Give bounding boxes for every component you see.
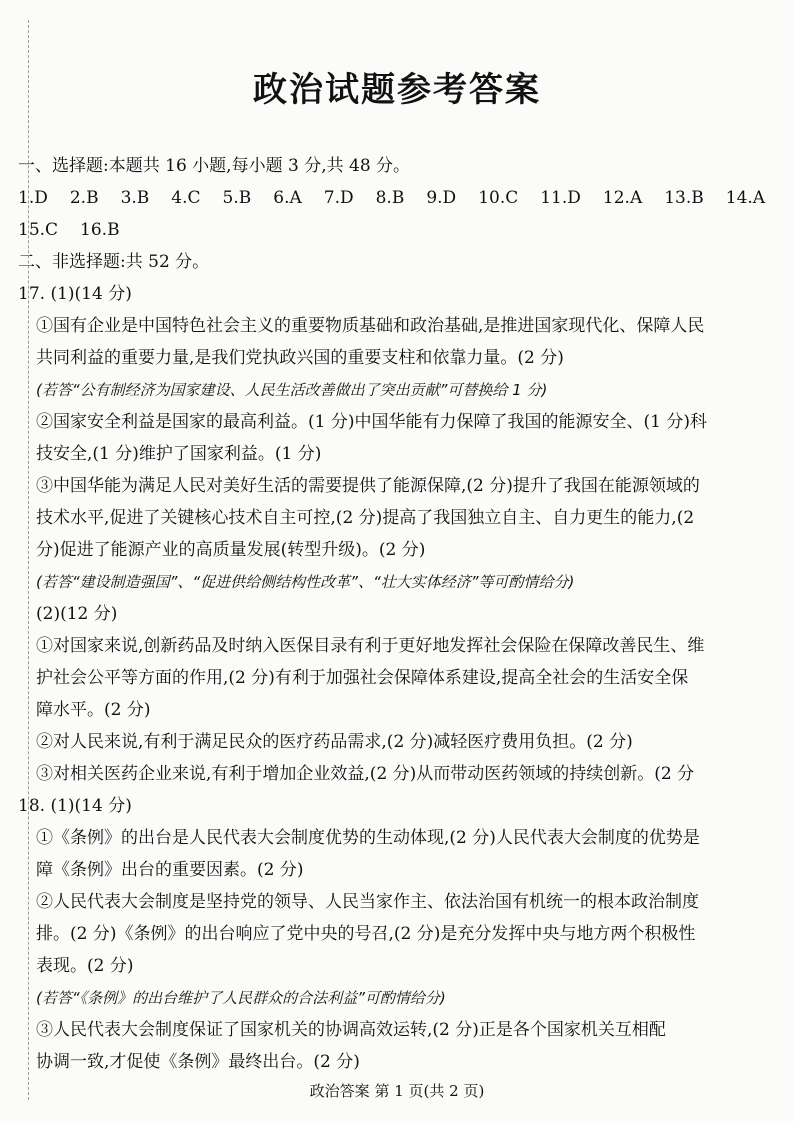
mc-answer: 10.C [478, 188, 519, 208]
mc-answer: 13.B [664, 188, 704, 208]
q17-note1: (若答“公有制经济为国家建设、人民生活改善做出了突出贡献”可替换给 1 分) [36, 381, 548, 399]
section1-header: 一、选择题:本题共 16 小题,每小题 3 分,共 48 分。 [18, 156, 411, 176]
q17-p2-line2: 技安全,(1 分)维护了国家利益。(1 分) [36, 444, 322, 464]
q17-s2: ②对人民来说,有利于满足民众的医疗药品需求,(2 分)减轻医疗费用负担。(2 分) [36, 732, 633, 752]
q18-p3-line1: ③人民代表大会制度保证了国家机关的协调高效运转,(2 分)正是各个国家机关互相配 [36, 1020, 666, 1040]
q18-p2-line3: 表现。(2 分) [36, 956, 134, 976]
mc-answer: 15.C [18, 220, 59, 240]
q18-note1: (若答“《条例》的出台维护了人民群众的合法利益”可酌情给分) [36, 989, 446, 1007]
mc-answer: 6.A [273, 188, 302, 208]
q17-s1-line1: ①对国家来说,创新药品及时纳入医保目录有利于更好地发挥社会保险在保障改善民生、维 [36, 636, 705, 656]
mc-answer: 8.B [375, 188, 405, 208]
mc-answers-row2 [18, 214, 733, 246]
mc-answer: 14.A [725, 188, 766, 208]
q17-p3-line1: ③中国华能为满足人民对美好生活的需要提供了能源保障,(2 分)提升了我国在能源领域的 [36, 476, 700, 496]
mc-answer: 2.B [69, 188, 99, 208]
q18-label: 18. (1)(14 分) [18, 796, 132, 816]
mc-answer: 1.D [18, 188, 48, 208]
q17-p1-line2: 共同利益的重要力量,是我们党执政兴国的重要支柱和依靠力量。(2 分) [36, 348, 564, 368]
mc-answer: 16.B [80, 220, 120, 240]
answer-content [18, 150, 766, 1078]
q17-s1-line2: 护社会公平等方面的作用,(2 分)有利于加强社会保障体系建设,提高全社会的生活安全保 [36, 668, 689, 688]
mc-answer: 3.B [120, 188, 150, 208]
q17-sub2-label: (2)(12 分) [36, 604, 118, 624]
q17-label: 17. (1)(14 分) [18, 284, 132, 304]
q18-p1-line2: 障《条例》出台的重要因素。(2 分) [36, 860, 304, 880]
q17-s3: ③对相关医药企业来说,有利于增加企业效益,(2 分)从而带动医药领域的持续创新。(2 分 [36, 764, 695, 784]
q18-p3-line2: 协调一致,才促使《条例》最终出台。(2 分) [36, 1052, 360, 1072]
mc-answer: 4.C [171, 188, 201, 208]
section2-header: 二、非选择题:共 52 分。 [18, 252, 210, 272]
q18-p2-line1: ②人民代表大会制度是坚持党的领导、人民当家作主、依法治国有机统一的根本政治制度 [36, 892, 699, 912]
page-footer: 政治答案 第 1 页(共 2 页) [309, 1082, 485, 1100]
q17-note2: (若答“建设制造强国”、“促进供给侧结构性改革”、“壮大实体经济”等可酌情给分) [36, 573, 575, 591]
q17-p3-line3: 分)促进了能源产业的高质量发展(转型升级)。(2 分) [36, 540, 426, 560]
mc-answer: 9.D [426, 188, 457, 208]
q17-p1-line1: ①国有企业是中国特色社会主义的重要物质基础和政治基础,是推进国家现代化、保障人民 [36, 316, 705, 336]
q17-s1-line3: 障水平。(2 分) [36, 700, 151, 720]
mc-answer: 7.D [323, 188, 354, 208]
mc-answer: 11.D [540, 188, 581, 208]
mc-answer: 5.B [222, 188, 252, 208]
mc-answer: 12.A [602, 188, 643, 208]
q17-p2-line1: ②国家安全利益是国家的最高利益。(1 分)中国华能有力保障了我国的能源安全、(1 分)科 [36, 412, 707, 432]
q18-p1-line1: ①《条例》的出台是人民代表大会制度优势的生动体现,(2 分)人民代表大会制度的优势是 [36, 828, 700, 848]
mc-answers-row1 [18, 182, 766, 214]
q18-p2-line2: 排。(2 分)《条例》的出台响应了党中央的号召,(2 分)是充分发挥中央与地方两个积极性 [36, 924, 696, 944]
q17-p3-line2: 技术水平,促进了关键核心技术自主可控,(2 分)提高了我国独立自主、自力更生的能力,(2 [36, 508, 695, 528]
page-title: 政治试题参考答案 [253, 70, 541, 110]
